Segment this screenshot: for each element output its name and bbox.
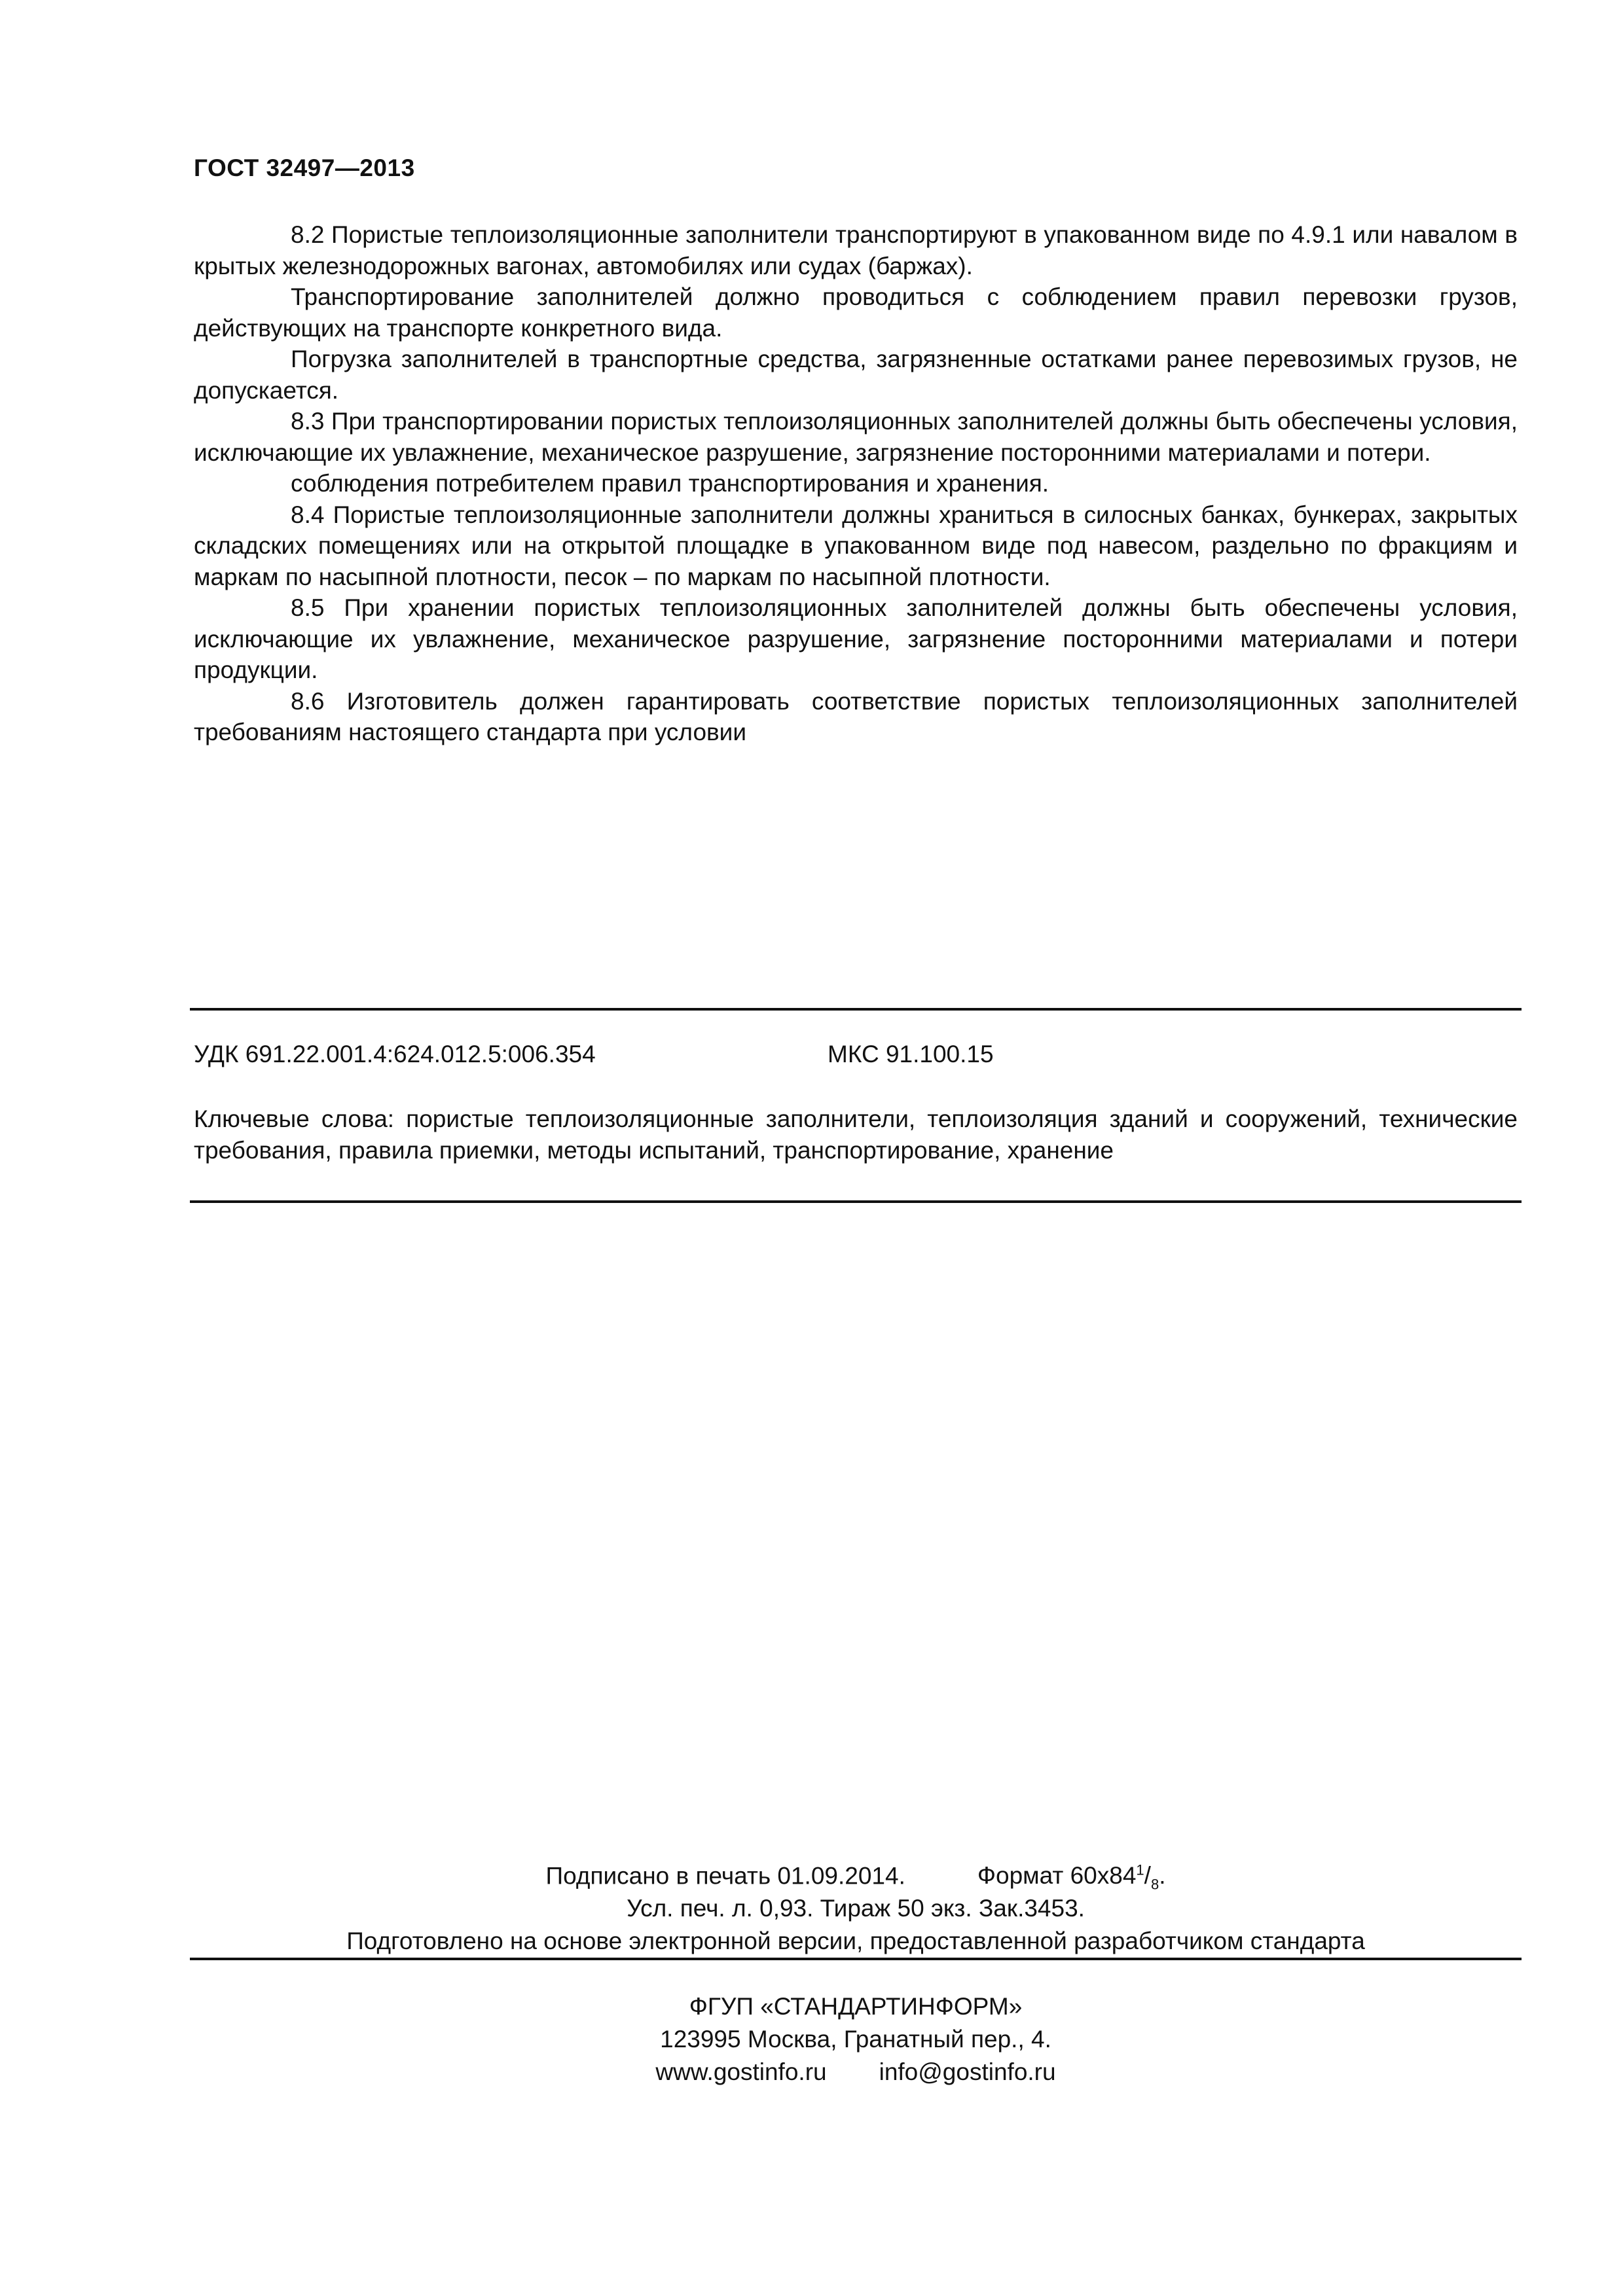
prepared-note: Подготовлено на основе электронной версии, предоставленной разработчиком стандарта: [346, 1928, 1365, 1954]
standard-code: ГОСТ 32497—2013: [194, 154, 415, 181]
paragraph-8-2: 8.2 Пористые теплоизоляционные заполнители транспортируют в упакованном виде по 4.9.1 или навалом в крытых железнодорожных вагонах, автомобилях или судах (баржах).: [194, 221, 1518, 279]
mks-code: МКС 91.100.15: [828, 1041, 994, 1067]
divider-bottom: [190, 1200, 1522, 1203]
paper-format: Формат $60х84^1/_8$.: [977, 1862, 1166, 1893]
paragraph-8-4: 8.4 Пористые теплоизоляционные заполнители должны храниться в силосных банках, бункерах, закрытых складских помещениях или на открытой площадке в упакованном виде под навесом, раздельно по фракциям и маркам по насыпной плотности, песок – по маркам по насыпной плотности.: [194, 501, 1518, 590]
udk-code: УДК 691.22.001.4:624.012.5:006.354: [194, 1041, 596, 1067]
signed-date: Подписано в печать 01.09.2014.: [545, 1862, 905, 1890]
publisher-contacts: [194, 2058, 1518, 2086]
email-link[interactable]: info@gostinfo.ru: [879, 2058, 1056, 2085]
section-8-body: [194, 219, 1518, 748]
paragraph-8-5: 8.5 При хранении пористых теплоизоляционных заполнителей должны быть обеспечены условия, исключающие их увлажнение, механическое разрушение, загрязнение посторонними материалами и потери продукции.: [194, 594, 1518, 683]
publisher-address: 123995 Москва, Гранатный пер., 4.: [660, 2026, 1051, 2053]
paragraph-consumer-compliance: соблюдения потребителем правил транспортирования и хранения.: [291, 470, 1049, 497]
print-info: Усл. печ. л. 0,93. Тираж 50 экз. Зак.3453.: [627, 1895, 1085, 1922]
paragraph-8-3: 8.3 При транспортировании пористых теплоизоляционных заполнителей должны быть обеспечены условия, исключающие их увлажнение, механическое разрушение, загрязнение посторонними материалами и потери.: [194, 408, 1518, 466]
divider-top: [190, 1008, 1522, 1011]
keywords: Ключевые слова: пористые теплоизоляционные заполнители, теплоизоляция зданий и сооружений, технические требования, правила приемки, методы испытаний, транспортирование, хранение: [194, 1105, 1518, 1164]
website-link[interactable]: www.gostinfo.ru: [655, 2058, 827, 2085]
paragraph-transport-rules: Транспортирование заполнителей должно проводиться с соблюдением правил перевозки грузов, действующих на транспорте конкретного вида.: [194, 283, 1518, 342]
paragraph-8-6: 8.6 Изготовитель должен гарантировать соответствие пористых теплоизоляционных заполнителей требованиям настоящего стандарта при условии: [194, 687, 1518, 745]
imprint-signed-line: [194, 1862, 1518, 1893]
publisher-name: ФГУП «СТАНДАРТИНФОРМ»: [689, 1993, 1023, 2020]
paragraph-loading: Погрузка заполнителей в транспортные средства, загрязненные остатками ранее перевозимых грузов, не допускается.: [194, 346, 1518, 404]
divider-imprint: [190, 1958, 1522, 1960]
